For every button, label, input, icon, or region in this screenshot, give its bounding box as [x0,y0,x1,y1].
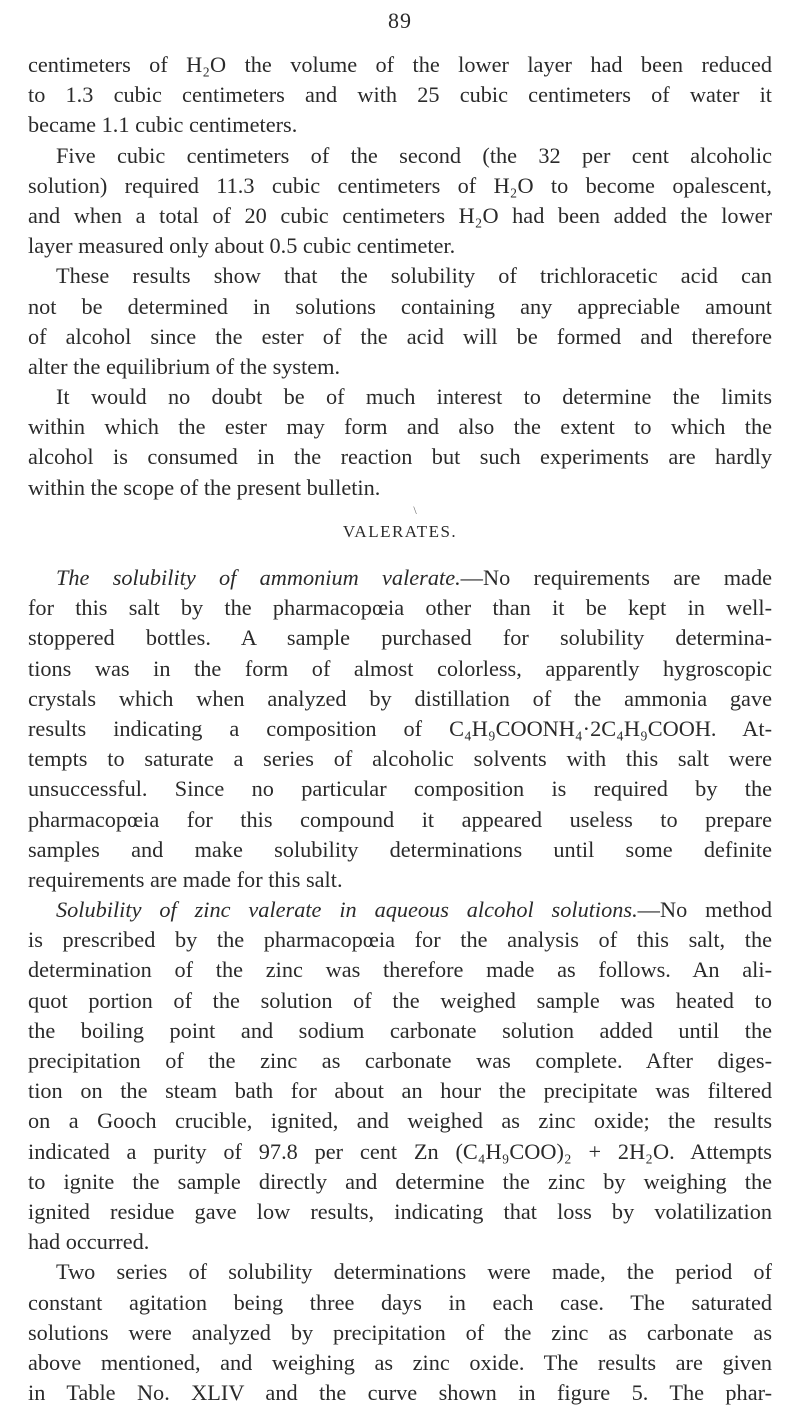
text-line: Two series of solubility determinations were made, the period of [56,1259,772,1285]
paragraph-3 [28,261,772,382]
text-line: on a Gooch crucible, ignited, and weighed as zinc oxide; the results [28,1108,772,1134]
paragraph-7 [28,1257,772,1408]
text-line: samples and make solubility determinations until some definite [28,836,772,862]
text-line: and when a total of 20 cubic centimeters H₂O had been added the lower [28,202,772,228]
text-line: of alcohol since the ester of the acid will be formed and therefore [28,323,772,349]
paragraph-title: The solubility of ammonium valerate. [56,565,461,590]
print-speck: \ [413,502,417,517]
paragraph-title: Solubility of zinc valerate in aqueous alcohol solutions. [56,897,638,923]
text-line: unsuccessful. Since no particular composition is required by the [28,776,772,802]
text-line: had occurred. [28,1229,150,1255]
text-line: results indicating a composition of C₄H₉COONH₄·2C₄H₉COOH. At- [28,715,772,741]
text-line: became 1.1 cubic centimeters. [28,112,298,138]
text-line: tempts to saturate a series of alcoholic solvents with this salt were [28,746,772,772]
text-line: within which the ester may form and also the extent to which the [28,414,772,440]
text-line: indicated a purity of 97.8 per cent Zn (C₄H₉COO)₂ + 2H₂O. Attempts [28,1138,772,1164]
text-line: not be determined in solutions containing any appreciable amount [28,293,772,319]
paragraph-2 [28,141,772,262]
text-line: quot portion of the solution of the weighed sample was heated to [28,987,772,1013]
text-line: to ignite the sample directly and determine the zinc by weighing the [28,1168,772,1194]
section-heading: VALERATES. [342,521,458,541]
text-line: is prescribed by the pharmacopœia for the analysis of this salt, the [28,927,772,953]
paragraph-6 [28,895,772,1257]
text-line: tions was in the form of almost colorless, apparently hygroscopic [28,655,772,681]
text-line: determination of the zinc was therefore made as follows. An ali- [28,957,772,983]
text-line: the boiling point and sodium carbonate solution added until the [28,1017,772,1043]
text-line: solutions were analyzed by precipitation of the zinc as carbonate as [28,1319,772,1345]
text-line: constant agitation being three days in each case. The saturated [28,1289,772,1315]
heading-spacer [28,547,772,563]
text-line: Five cubic centimeters of the second (the 32 per cent alcoholic [56,142,772,168]
title-continuation: —No requirements are made [460,565,772,590]
text-line: requirements are made for this salt. [28,866,343,892]
text-line: ignited residue gave low results, indicating that loss by volatilization [28,1198,772,1224]
text-line: pharmacopœia for this compound it appeared useless to prepare [28,806,772,832]
text-line: These results show that the solubility of trichloracetic acid can [56,263,772,289]
paragraph-1 [28,50,772,141]
text-line: stoppered bottles. A sample purchased for solubility determina- [28,625,772,651]
text-line: layer measured only about 0.5 cubic centimeter. [28,233,456,259]
paragraph-4 [28,382,772,503]
text-line: above mentioned, and weighing as zinc oxide. The results are given [28,1349,772,1375]
text-line: to 1.3 cubic centimeters and with 25 cubic centimeters of water it [28,82,772,108]
page-body [28,50,772,1408]
page-number: 89 [388,8,412,33]
text-line: crystals which when analyzed by distillation of the ammonia gave [28,685,772,711]
title-continuation: —No method [637,897,772,923]
text-line: alcohol is consumed in the reaction but such experiments are hardly [28,444,772,470]
paragraph-5 [28,563,772,895]
text-line: for this salt by the pharmacopœia other than it be kept in well- [28,595,772,621]
text-line: precipitation of the zinc as carbonate was complete. After diges- [28,1048,772,1073]
text-line: in Table No. XLIV and the curve shown in figure 5. The phar- [28,1380,772,1406]
text-line [28,895,772,925]
text-line: within the scope of the present bulletin. [28,474,381,500]
text-line [28,563,772,593]
text-line: It would no doubt be of much interest to determine the limits [56,384,772,410]
text-line: solution) required 11.3 cubic centimeters of H₂O to become opalescent, [28,172,772,198]
text-line: tion on the steam bath for about an hour the precipitate was filtered [28,1078,772,1104]
text-line: centimeters of H₂O the volume of the lower layer had been reduced [28,52,772,77]
text-line: alter the equilibrium of the system. [28,353,341,379]
